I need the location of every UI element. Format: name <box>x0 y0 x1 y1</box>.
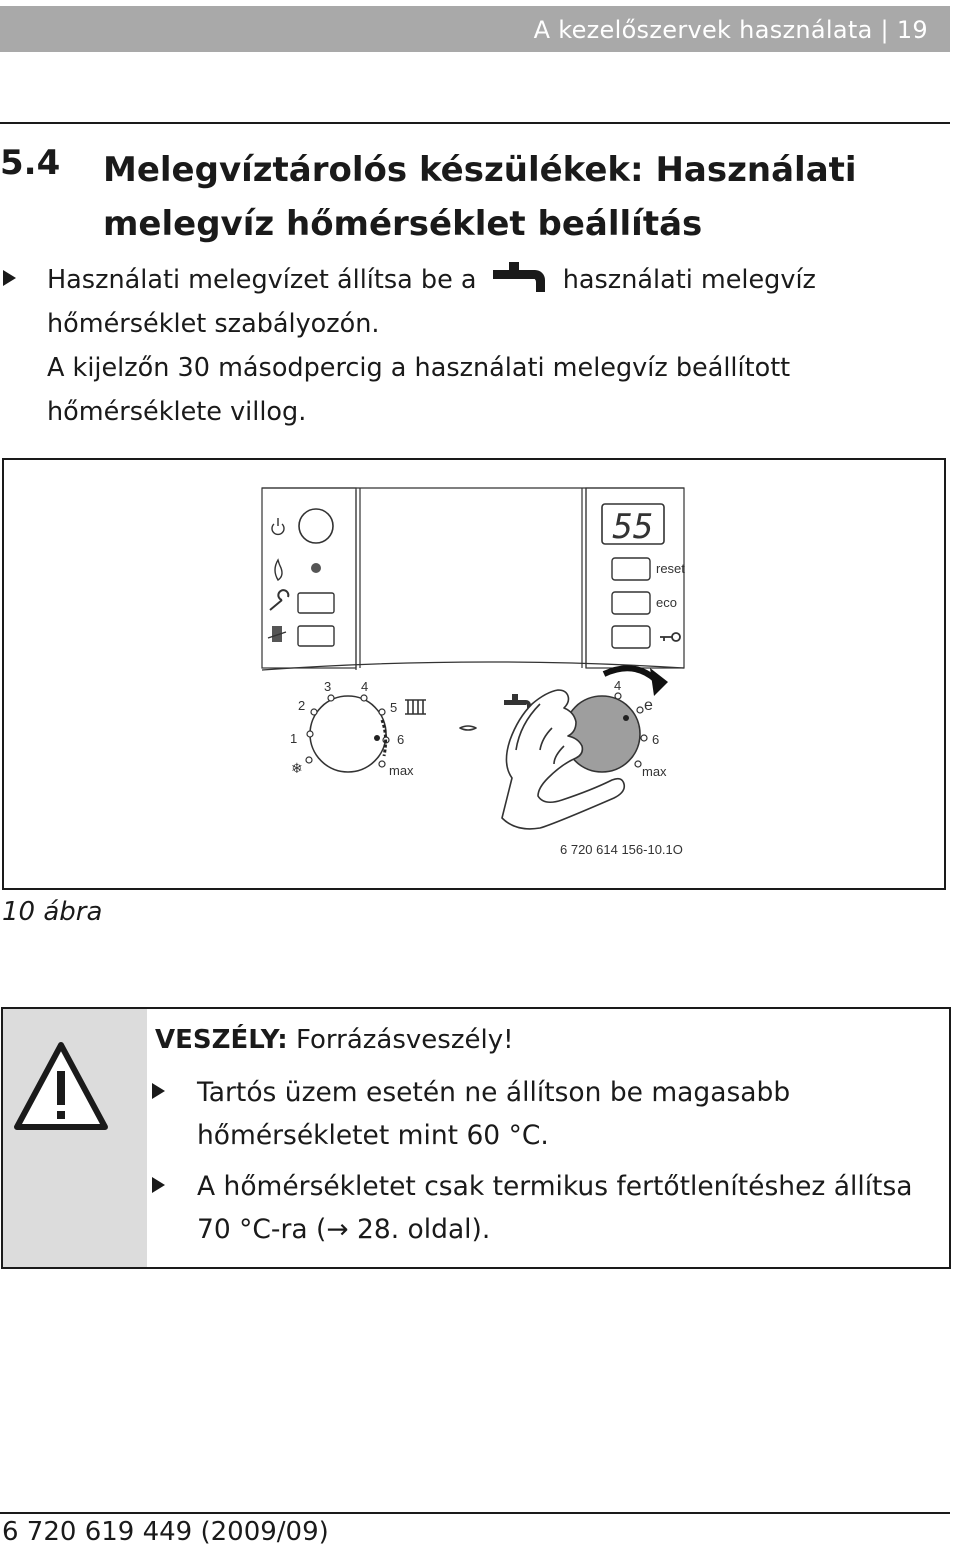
control-panel-illustration <box>4 460 944 888</box>
bullet-icon <box>3 270 16 286</box>
instruction-result-text: A kijelzőn 30 másodpercig a használati melegvíz beállított hőmérséklete villog. <box>47 353 791 427</box>
key-icon <box>660 633 680 641</box>
warning-title: Forrázásveszély! <box>295 1025 514 1055</box>
wrench-icon <box>270 590 288 610</box>
top-rule <box>0 122 950 124</box>
section-number: 5.4 <box>0 143 61 183</box>
reset-label: reset <box>656 561 685 576</box>
warning-item <box>197 1165 917 1251</box>
display-value: 55 <box>612 507 654 547</box>
chimney-sweep-icon <box>268 626 286 642</box>
document-number: 6 720 619 449 (2009/09) <box>2 1517 329 1547</box>
chimney-sweep-button[interactable] <box>298 626 334 646</box>
service-button[interactable] <box>298 593 334 613</box>
warning-heading <box>155 1025 514 1055</box>
bullet-icon <box>152 1177 165 1193</box>
heating-dial-label-6: 6 <box>397 732 405 747</box>
bullet-icon <box>152 1083 165 1099</box>
hot-water-tap-icon <box>491 260 549 296</box>
heating-temperature-dial[interactable] <box>306 695 389 772</box>
heating-dial-label-3: 3 <box>324 679 332 694</box>
radiator-icon <box>405 700 426 714</box>
frost-protection-icon: ❄ <box>291 761 303 777</box>
figure-part-number: 6 720 614 156-10.1O <box>560 842 683 857</box>
warning-item <box>197 1071 917 1157</box>
flame-icon <box>275 560 282 580</box>
warning-triangle-icon <box>11 1037 111 1137</box>
hot-water-dial-label-e: e <box>644 697 653 714</box>
tap-symbol-icon <box>504 694 531 710</box>
figure-control-panel <box>2 458 946 890</box>
instruction-block <box>47 258 927 434</box>
heating-dial-label-max: max <box>389 763 414 778</box>
warning-label: VESZÉLY: <box>155 1025 288 1055</box>
header-bar <box>0 6 950 52</box>
hot-water-dial-label-6: 6 <box>652 732 660 747</box>
warning-item-text: Tartós üzem esetén ne állítson be magasabb hőmérsékletet mint 60 °C. <box>197 1077 791 1151</box>
heating-dial-label-4: 4 <box>361 679 369 694</box>
power-icon <box>272 518 284 534</box>
warning-icon-panel <box>3 1009 147 1267</box>
flame-indicator-led <box>311 563 321 573</box>
heating-dial-label-2: 2 <box>298 698 306 713</box>
page-header-title: A kezelőszervek használata | 19 <box>533 16 928 44</box>
figure-caption: 10 ábra <box>2 897 103 927</box>
key-lock-button[interactable] <box>612 626 650 648</box>
instruction-text-part1: Használati melegvízet állítsa be a <box>47 265 477 295</box>
warning-item-text: A hőmérsékletet csak termikus fertőtlenítéshez állítsa 70 °C-ra (→ 28. oldal). <box>197 1171 913 1245</box>
eco-button[interactable] <box>612 592 650 614</box>
hot-water-temperature-dial[interactable] <box>564 693 647 772</box>
reset-button[interactable] <box>612 558 650 580</box>
eco-label: eco <box>656 595 677 610</box>
heating-dial-label-1: 1 <box>290 731 298 746</box>
section-title: Melegvíztárolós készülékek: Használati melegvíz hőmérséklet beállítás <box>103 150 857 244</box>
power-button[interactable] <box>299 509 333 543</box>
bottom-rule <box>0 1512 950 1514</box>
instruction-text-part2: használati melegvíz hőmérséklet szabályozón. <box>47 265 816 339</box>
heating-dial-label-5: 5 <box>390 700 398 715</box>
hot-water-dial-label-max: max <box>642 764 667 779</box>
hot-water-dial-label-4: 4 <box>614 678 622 693</box>
